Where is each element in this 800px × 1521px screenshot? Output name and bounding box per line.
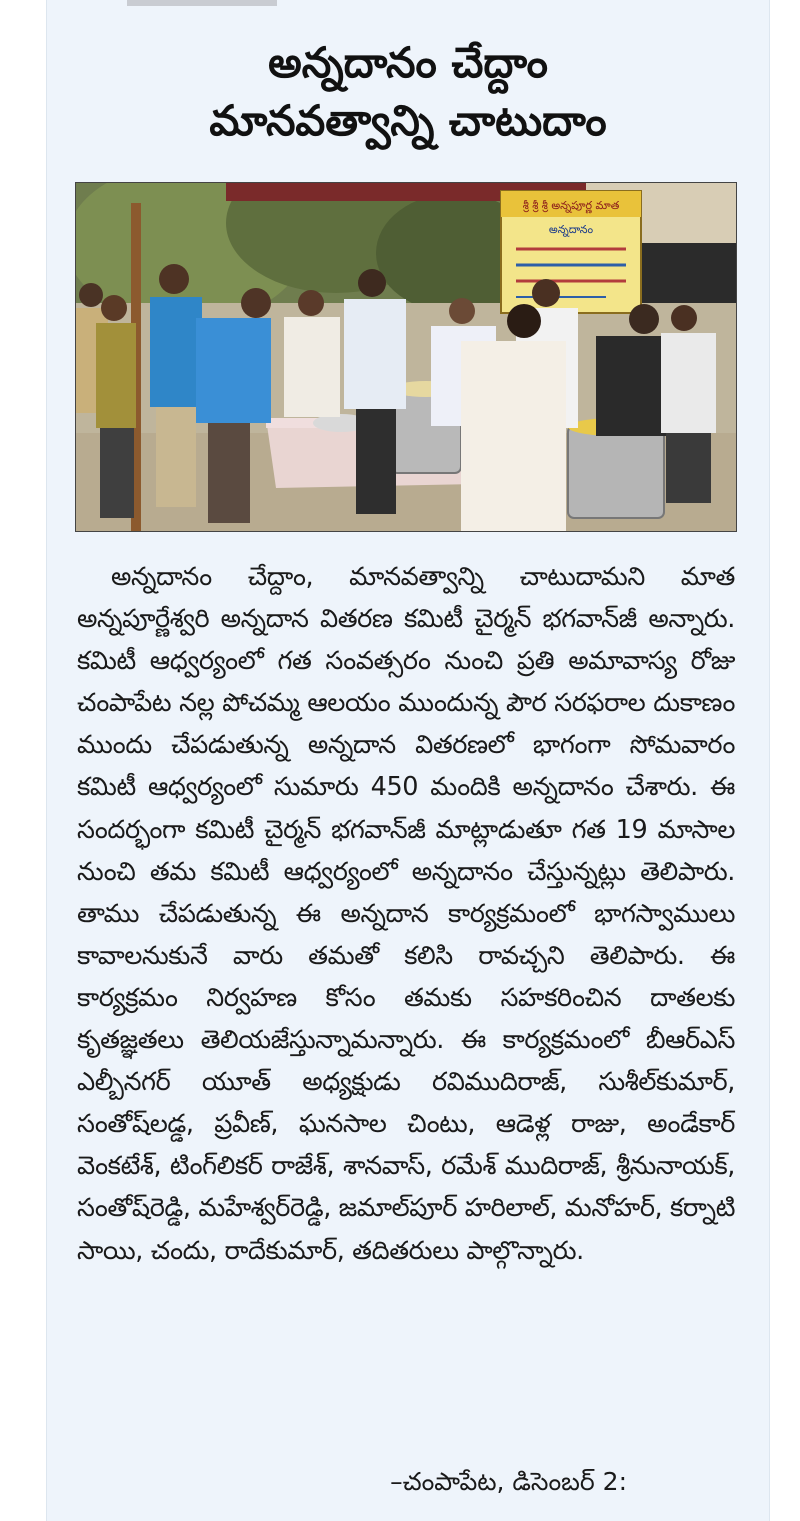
banner-text-1: శ్రీ శ్రీ శ్రీ అన్నపూర్ణ మాత	[522, 199, 620, 212]
banner-text-2: అన్నదానం	[548, 223, 594, 236]
article-paragraph: అన్నదానం చేద్దాం, మానవత్వాన్ని చాటుదామని మాత అన్నపూర్ణేశ్వరి అన్నదాన వితరణ కమిటీ చైర్మన్ భగవాన్‌జీ అన్నారు. కమిటీ ఆధ్వర్యంలో గత సంవత్సరం నుంచి ప్రతి అమావాస్య రోజు చంపాపేట నల్ల పోచమ్మ ఆలయం ముందున్న పౌర సరఫరాల దుకాణం ముందు చేపడుతున్న అన్నదాన వితరణలో భాగంగా సోమవారం కమిటీ ఆధ్వర్యంలో సుమారు 450 మందికి అన్నదానం చేశారు. ఈ సందర్భంగా కమిటీ చైర్మన్ భగవాన్‌జీ మాట్లాడుతూ గత 19 మాసాల నుంచి తమ కమిటీ ఆధ్వర్యంలో అన్నదానం చేస్తున్నట్లు తెలిపారు. తాము చేపడుతున్న ఈ అన్నదాన కార్యక్రమంలో భాగస్వాములు కావాలనుకునే వారు తమతో కలిసి రావచ్చని తెలిపారు. ఈ కార్యక్రమం నిర్వహణ కోసం తమకు సహకరించిన దాతలకు కృతజ్ఞతలు తెలియజేస్తున్నామన్నారు. ఈ కార్యక్రమంలో బీఆర్ఎస్ ఎల్బీనగర్ యూత్ అధ్యక్షుడు రవిముదిరాజ్, సుశీల్‌కుమార్, సంతోష్‌లడ్డ, ప్రవీణ్, ఘనసాల చింటు, ఆడెళ్ల రాజు, అండేకార్ వెంకటేశ్, టింగ్‌లికర్ రాజేశ్, శానవాస్, రమేశ్ ముదిరాజ్, శ్రీనునాయక్, సంతోష్‌రెడ్డి, మహేశ్వర్‌రెడ్డి, జమాల్‌పూర్ హరిలాల్, మనోహర్, కర్నాటి సాయి, చందు, రాదేకుమార్, తదితరులు పాల్గొన్నారు.	[77, 562, 735, 1266]
newspaper-clipping	[46, 0, 770, 1521]
headline-line-1: అన్నదానం చేద్దాం	[268, 38, 548, 88]
dateline: –చంపాపేట, డిసెంబర్ 2:	[390, 1467, 627, 1496]
news-photo	[75, 182, 737, 532]
headline	[47, 35, 769, 151]
clipping-edge	[127, 0, 277, 6]
article-body	[77, 556, 735, 1272]
headline-line-2: మానవత్వాన్ని చాటుదాం	[209, 96, 607, 146]
